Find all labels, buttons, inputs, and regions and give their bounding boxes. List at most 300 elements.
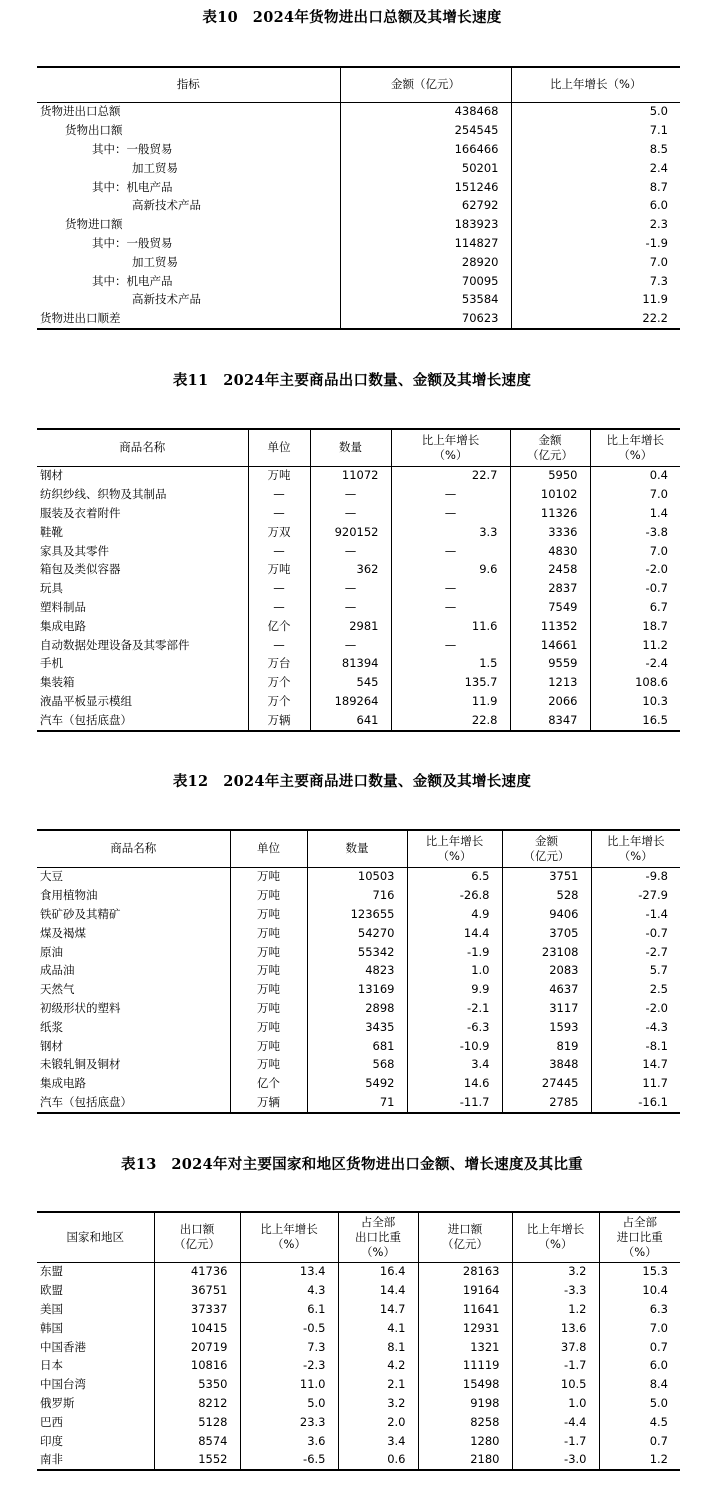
table-cell: 服装及衣着附件 bbox=[40, 505, 121, 520]
table-row bbox=[37, 1356, 680, 1375]
table-cell: 166466 bbox=[340, 140, 511, 159]
table-row bbox=[37, 1375, 680, 1394]
table-cell: 2898 bbox=[307, 999, 407, 1018]
table-cell: 0.7 bbox=[599, 1432, 680, 1451]
table-cell: 其中：一般贸易 bbox=[92, 141, 173, 156]
table-row bbox=[37, 1037, 680, 1056]
table-cell: 4.2 bbox=[338, 1356, 418, 1375]
table-cell: 3336 bbox=[510, 523, 590, 542]
table-cell: 5492 bbox=[307, 1074, 407, 1093]
table-cell: 万吨 bbox=[230, 886, 307, 905]
table-cell: 22.7 bbox=[391, 466, 510, 485]
table-cell: 3.4 bbox=[338, 1432, 418, 1451]
table-cell: 6.5 bbox=[407, 867, 502, 886]
table-cell: 53584 bbox=[340, 290, 511, 309]
table-cell: 2.4 bbox=[511, 159, 680, 178]
table-cell: 俄罗斯 bbox=[40, 1395, 75, 1410]
table-cell: 万辆 bbox=[248, 711, 310, 731]
table-row bbox=[37, 159, 680, 178]
table-row bbox=[37, 579, 680, 598]
table-cell: 9559 bbox=[510, 654, 590, 673]
col-header: 进口额 （亿元） bbox=[418, 1212, 512, 1262]
table-cell: 玩具 bbox=[40, 581, 63, 596]
table-cell: -4.4 bbox=[512, 1413, 599, 1432]
table-cell: 欧盟 bbox=[40, 1283, 63, 1298]
table-cell: -1.4 bbox=[591, 905, 680, 924]
col-header: 商品名称 bbox=[37, 429, 248, 466]
table-cell: 18.7 bbox=[590, 617, 680, 636]
table-cell: -9.8 bbox=[591, 867, 680, 886]
table-cell: 254545 bbox=[340, 121, 511, 140]
table11-body bbox=[37, 466, 680, 731]
table-cell: 16.4 bbox=[338, 1262, 418, 1281]
table-row bbox=[37, 673, 680, 692]
table-cell: 2.3 bbox=[511, 215, 680, 234]
table-row bbox=[37, 196, 680, 215]
table-cell: 55342 bbox=[307, 943, 407, 962]
table-cell: -27.9 bbox=[591, 886, 680, 905]
table-cell: -3.8 bbox=[590, 523, 680, 542]
table-cell: — bbox=[248, 579, 310, 598]
table-row bbox=[37, 542, 680, 561]
table-cell: — bbox=[391, 542, 510, 561]
table-cell: 其中：机电产品 bbox=[92, 179, 173, 194]
table-row bbox=[37, 504, 680, 523]
table-cell: 万吨 bbox=[230, 943, 307, 962]
table-cell: 22.8 bbox=[391, 711, 510, 731]
col-header: 国家和地区 bbox=[37, 1212, 154, 1262]
table-row bbox=[37, 905, 680, 924]
table-cell: 9406 bbox=[502, 905, 591, 924]
table-cell: 原油 bbox=[40, 944, 63, 959]
table-cell: 189264 bbox=[310, 692, 391, 711]
table-cell: — bbox=[248, 485, 310, 504]
col-header: 比上年增长 （%） bbox=[240, 1212, 338, 1262]
col-header: 比上年增长 （%） bbox=[407, 830, 502, 867]
table-cell: 亿个 bbox=[230, 1074, 307, 1093]
table-row bbox=[37, 1413, 680, 1432]
table-cell: 铁矿砂及其精矿 bbox=[40, 906, 121, 921]
table-cell: -2.3 bbox=[240, 1356, 338, 1375]
table12-body bbox=[37, 867, 680, 1113]
table-cell: 41736 bbox=[154, 1262, 240, 1281]
table-row bbox=[37, 1394, 680, 1413]
table-cell: 4.5 bbox=[599, 1413, 680, 1432]
col-header: 比上年增长 （%） bbox=[391, 429, 510, 466]
table-cell: 南非 bbox=[40, 1452, 63, 1467]
table-cell: 14.4 bbox=[338, 1281, 418, 1300]
table-cell: 10102 bbox=[510, 485, 590, 504]
table-cell: 万吨 bbox=[230, 905, 307, 924]
table-cell: 716 bbox=[307, 886, 407, 905]
table-row bbox=[37, 560, 680, 579]
table-cell: 11.0 bbox=[240, 1375, 338, 1394]
table-cell: — bbox=[248, 542, 310, 561]
table-cell: -1.7 bbox=[512, 1432, 599, 1451]
table-cell: 4637 bbox=[502, 980, 591, 999]
table-row bbox=[37, 1018, 680, 1037]
table-cell: 1321 bbox=[418, 1338, 512, 1357]
table-cell: 汽车（包括底盘） bbox=[40, 1094, 132, 1109]
table-cell: 11.7 bbox=[591, 1074, 680, 1093]
table-cell: 22.2 bbox=[511, 309, 680, 329]
table-row bbox=[37, 1300, 680, 1319]
col-header: 比上年增长（%） bbox=[511, 67, 680, 102]
table-cell: 62792 bbox=[340, 196, 511, 215]
table-cell: 自动数据处理设备及其零部件 bbox=[40, 637, 190, 652]
table-cell: -16.1 bbox=[591, 1093, 680, 1113]
table-cell: 920152 bbox=[310, 523, 391, 542]
table-cell: 12931 bbox=[418, 1319, 512, 1338]
table-row bbox=[37, 485, 680, 504]
table-cell: 10.3 bbox=[590, 692, 680, 711]
table-cell: 未锻轧铜及铜材 bbox=[40, 1057, 121, 1072]
table-cell: 2785 bbox=[502, 1093, 591, 1113]
table-cell: 11.9 bbox=[391, 692, 510, 711]
table-cell: 0.4 bbox=[590, 466, 680, 485]
table-row bbox=[37, 215, 680, 234]
table-cell: 1552 bbox=[154, 1450, 240, 1470]
table-row bbox=[37, 523, 680, 542]
table-cell: -0.5 bbox=[240, 1319, 338, 1338]
table-cell: 13169 bbox=[307, 980, 407, 999]
table-cell: 5128 bbox=[154, 1413, 240, 1432]
table-cell: — bbox=[248, 504, 310, 523]
table-cell: 8574 bbox=[154, 1432, 240, 1451]
table-cell: 美国 bbox=[40, 1301, 63, 1316]
table-cell: 3435 bbox=[307, 1018, 407, 1037]
table12-title: 表12 2024年主要商品进口数量、金额及其增长速度 bbox=[172, 773, 532, 790]
col-header: 单位 bbox=[230, 830, 307, 867]
table-cell: 5.0 bbox=[511, 102, 680, 121]
table-cell: -11.7 bbox=[407, 1093, 502, 1113]
col-header: 比上年增长 （%） bbox=[512, 1212, 599, 1262]
table-cell: -2.4 bbox=[590, 654, 680, 673]
table-row bbox=[37, 290, 680, 309]
table-cell: 5.7 bbox=[591, 961, 680, 980]
table-cell: 3.6 bbox=[240, 1432, 338, 1451]
col-header: 金额（亿元） bbox=[340, 67, 511, 102]
table-cell: 高新技术产品 bbox=[132, 292, 201, 307]
col-header: 金额 （亿元） bbox=[502, 830, 591, 867]
table-cell: 681 bbox=[307, 1037, 407, 1056]
table-cell: 81394 bbox=[310, 654, 391, 673]
table-row bbox=[37, 1450, 680, 1470]
table-row bbox=[37, 961, 680, 980]
table-cell: 钢材 bbox=[40, 1038, 63, 1053]
table-cell: 70095 bbox=[340, 272, 511, 291]
col-header: 比上年增长 （%） bbox=[590, 429, 680, 466]
table-row bbox=[37, 1319, 680, 1338]
table-cell: 36751 bbox=[154, 1281, 240, 1300]
col-header: 数量 bbox=[310, 429, 391, 466]
table-cell: 集装箱 bbox=[40, 675, 75, 690]
table-cell: 万吨 bbox=[248, 560, 310, 579]
table-cell: 8.5 bbox=[511, 140, 680, 159]
table-cell: -26.8 bbox=[407, 886, 502, 905]
table-cell: 货物进出口总额 bbox=[40, 104, 121, 119]
table-cell: 135.7 bbox=[391, 673, 510, 692]
table-cell: 鞋靴 bbox=[40, 524, 63, 539]
table-cell: 纺织纱线、织物及其制品 bbox=[40, 487, 167, 502]
table-cell: 10816 bbox=[154, 1356, 240, 1375]
table-cell: 3.4 bbox=[407, 1055, 502, 1074]
table-cell: 其中：一般贸易 bbox=[92, 235, 173, 250]
table-cell: 15.3 bbox=[599, 1262, 680, 1281]
table-cell: 6.7 bbox=[590, 598, 680, 617]
table13 bbox=[37, 1211, 680, 1471]
table-cell: 123655 bbox=[307, 905, 407, 924]
table-cell: 37337 bbox=[154, 1300, 240, 1319]
table-cell: 6.1 bbox=[240, 1300, 338, 1319]
table-cell: 183923 bbox=[340, 215, 511, 234]
table-cell: 50201 bbox=[340, 159, 511, 178]
table-cell: 中国香港 bbox=[40, 1339, 86, 1354]
table-row bbox=[37, 867, 680, 886]
table-cell: 27445 bbox=[502, 1074, 591, 1093]
table-cell: 10.5 bbox=[512, 1375, 599, 1394]
table-cell: 11.9 bbox=[511, 290, 680, 309]
table-row bbox=[37, 1093, 680, 1113]
table-cell: 1.4 bbox=[590, 504, 680, 523]
table-cell: 14.7 bbox=[338, 1300, 418, 1319]
table-row bbox=[37, 1262, 680, 1281]
table-cell: 151246 bbox=[340, 178, 511, 197]
table-row bbox=[37, 711, 680, 731]
table-cell: 万吨 bbox=[230, 961, 307, 980]
table-cell: — bbox=[310, 636, 391, 655]
table-cell: 23108 bbox=[502, 943, 591, 962]
table-cell: — bbox=[391, 485, 510, 504]
table-cell: 2.0 bbox=[338, 1413, 418, 1432]
col-header: 单位 bbox=[248, 429, 310, 466]
table-cell: 其中：机电产品 bbox=[92, 273, 173, 288]
table-cell: 3751 bbox=[502, 867, 591, 886]
table-cell: 3848 bbox=[502, 1055, 591, 1074]
table-cell: 集成电路 bbox=[40, 618, 86, 633]
col-header: 比上年增长 （%） bbox=[591, 830, 680, 867]
table-cell: 巴西 bbox=[40, 1414, 63, 1429]
table-cell: 1593 bbox=[502, 1018, 591, 1037]
table-cell: 14.7 bbox=[591, 1055, 680, 1074]
table-cell: — bbox=[248, 636, 310, 655]
table-row bbox=[37, 1055, 680, 1074]
table-cell: 2.5 bbox=[591, 980, 680, 999]
table-cell: 16.5 bbox=[590, 711, 680, 731]
table-cell: -2.0 bbox=[590, 560, 680, 579]
table-cell: 13.4 bbox=[240, 1262, 338, 1281]
table-cell: -6.5 bbox=[240, 1450, 338, 1470]
table-cell: 1.5 bbox=[391, 654, 510, 673]
table-cell: 万吨 bbox=[248, 466, 310, 485]
table-cell: 7.3 bbox=[511, 272, 680, 291]
table-cell: 8.4 bbox=[599, 1375, 680, 1394]
table-cell: 108.6 bbox=[590, 673, 680, 692]
table-cell: 7.0 bbox=[599, 1319, 680, 1338]
table-row bbox=[37, 1432, 680, 1451]
table-row bbox=[37, 1074, 680, 1093]
table-cell: 万辆 bbox=[230, 1093, 307, 1113]
table-cell: 23.3 bbox=[240, 1413, 338, 1432]
table-cell: 加工贸易 bbox=[132, 160, 178, 175]
table-cell: 19164 bbox=[418, 1281, 512, 1300]
table-cell: 70623 bbox=[340, 309, 511, 329]
table-cell: 8258 bbox=[418, 1413, 512, 1432]
table-cell: 货物进口额 bbox=[65, 217, 123, 232]
table-cell: — bbox=[310, 579, 391, 598]
col-header: 占全部 进口比重 （%） bbox=[599, 1212, 680, 1262]
table-cell: 5.0 bbox=[599, 1394, 680, 1413]
table-cell: 54270 bbox=[307, 924, 407, 943]
table-cell: 13.6 bbox=[512, 1319, 599, 1338]
table-row bbox=[37, 692, 680, 711]
table-cell: 3705 bbox=[502, 924, 591, 943]
table-cell: 箱包及类似容器 bbox=[40, 562, 121, 577]
table-cell: 高新技术产品 bbox=[132, 198, 201, 213]
table-cell: — bbox=[391, 579, 510, 598]
table-cell: 4823 bbox=[307, 961, 407, 980]
table-cell: 大豆 bbox=[40, 869, 63, 884]
col-header: 指标 bbox=[37, 67, 340, 102]
table-cell: 万吨 bbox=[230, 1018, 307, 1037]
table-cell: 6.0 bbox=[511, 196, 680, 215]
table-row bbox=[37, 309, 680, 329]
table-cell: 1.0 bbox=[407, 961, 502, 980]
table-cell: 中国台湾 bbox=[40, 1377, 86, 1392]
table-cell: 万台 bbox=[248, 654, 310, 673]
table-cell: — bbox=[310, 598, 391, 617]
table-cell: 14661 bbox=[510, 636, 590, 655]
table-cell: 手机 bbox=[40, 656, 63, 671]
table-cell: 钢材 bbox=[40, 468, 63, 483]
col-header: 占全部 出口比重 （%） bbox=[338, 1212, 418, 1262]
table11 bbox=[37, 428, 680, 732]
table-cell: — bbox=[391, 504, 510, 523]
table-cell: 日本 bbox=[40, 1358, 63, 1373]
table-cell: 3.2 bbox=[338, 1394, 418, 1413]
table-cell: 5.0 bbox=[240, 1394, 338, 1413]
table-row bbox=[37, 598, 680, 617]
table-cell: — bbox=[391, 636, 510, 655]
table-cell: -6.3 bbox=[407, 1018, 502, 1037]
table-cell: 8.1 bbox=[338, 1338, 418, 1357]
table-cell: 食用植物油 bbox=[40, 888, 98, 903]
col-header: 金额 （亿元） bbox=[510, 429, 590, 466]
table-cell: -4.3 bbox=[591, 1018, 680, 1037]
table-cell: -2.1 bbox=[407, 999, 502, 1018]
table-cell: 3.2 bbox=[512, 1262, 599, 1281]
table-cell: 10415 bbox=[154, 1319, 240, 1338]
table-cell: 集成电路 bbox=[40, 1076, 86, 1091]
table-cell: 9.6 bbox=[391, 560, 510, 579]
table-cell: 煤及褐煤 bbox=[40, 925, 86, 940]
table-cell: 万吨 bbox=[230, 1055, 307, 1074]
table-cell: 6.3 bbox=[599, 1300, 680, 1319]
col-header: 出口额 （亿元） bbox=[154, 1212, 240, 1262]
table-cell: 11.6 bbox=[391, 617, 510, 636]
table-cell: 2083 bbox=[502, 961, 591, 980]
table-cell: 14.6 bbox=[407, 1074, 502, 1093]
table-cell: 568 bbox=[307, 1055, 407, 1074]
col-header: 数量 bbox=[307, 830, 407, 867]
table-cell: 11.2 bbox=[590, 636, 680, 655]
table-cell: -2.7 bbox=[591, 943, 680, 962]
table-cell: 万吨 bbox=[230, 867, 307, 886]
table-cell: 家具及其零件 bbox=[40, 543, 109, 558]
table-row bbox=[37, 636, 680, 655]
table12 bbox=[37, 829, 680, 1114]
table-cell: 汽车（包括底盘） bbox=[40, 712, 132, 727]
table-cell: 2066 bbox=[510, 692, 590, 711]
table-cell: 货物进出口顺差 bbox=[40, 311, 121, 326]
table-cell: 15498 bbox=[418, 1375, 512, 1394]
table-row bbox=[37, 617, 680, 636]
table-row bbox=[37, 999, 680, 1018]
table-cell: 9198 bbox=[418, 1394, 512, 1413]
table-cell: 0.6 bbox=[338, 1450, 418, 1470]
table-cell: 天然气 bbox=[40, 982, 75, 997]
table-cell: 4.1 bbox=[338, 1319, 418, 1338]
table-cell: 2458 bbox=[510, 560, 590, 579]
table-row bbox=[37, 943, 680, 962]
table-cell: 438468 bbox=[340, 102, 511, 121]
table10 bbox=[37, 66, 680, 330]
table-cell: 2837 bbox=[510, 579, 590, 598]
table-cell: 10503 bbox=[307, 867, 407, 886]
table13-title: 表13 2024年对主要国家和地区货物进出口金额、增长速度及其比重 bbox=[121, 1156, 583, 1173]
table-cell: 成品油 bbox=[40, 963, 75, 978]
table-cell: 819 bbox=[502, 1037, 591, 1056]
table-cell: 14.4 bbox=[407, 924, 502, 943]
table-cell: 7.0 bbox=[590, 485, 680, 504]
table-cell: 1.2 bbox=[599, 1450, 680, 1470]
table-row bbox=[37, 924, 680, 943]
table-cell: 3117 bbox=[502, 999, 591, 1018]
table-cell: 10.4 bbox=[599, 1281, 680, 1300]
table-cell: 万吨 bbox=[230, 924, 307, 943]
table-row bbox=[37, 253, 680, 272]
table-cell: 11641 bbox=[418, 1300, 512, 1319]
table-cell: -8.1 bbox=[591, 1037, 680, 1056]
table-cell: -1.9 bbox=[511, 234, 680, 253]
table-cell: 7.3 bbox=[240, 1338, 338, 1357]
table-cell: 9.9 bbox=[407, 980, 502, 999]
table-cell: 20719 bbox=[154, 1338, 240, 1357]
table13-body bbox=[37, 1262, 680, 1470]
table-cell: 1.2 bbox=[512, 1300, 599, 1319]
table-cell: 11072 bbox=[310, 466, 391, 485]
table-cell: 37.8 bbox=[512, 1338, 599, 1357]
table-cell: — bbox=[310, 542, 391, 561]
table-cell: 28163 bbox=[418, 1262, 512, 1281]
table-cell: 万吨 bbox=[230, 980, 307, 999]
table-cell: 6.0 bbox=[599, 1356, 680, 1375]
table-cell: 4830 bbox=[510, 542, 590, 561]
table-cell: -1.7 bbox=[512, 1356, 599, 1375]
table-cell: 7.0 bbox=[511, 253, 680, 272]
table-row bbox=[37, 466, 680, 485]
table-row bbox=[37, 886, 680, 905]
table-cell: 8347 bbox=[510, 711, 590, 731]
table-cell: 万个 bbox=[248, 692, 310, 711]
table-cell: 货物出口额 bbox=[65, 123, 123, 138]
table-cell: 11326 bbox=[510, 504, 590, 523]
table-row bbox=[37, 121, 680, 140]
table-row bbox=[37, 654, 680, 673]
table-cell: 7549 bbox=[510, 598, 590, 617]
table-cell: -10.9 bbox=[407, 1037, 502, 1056]
table10-title: 表10 2024年货物进出口总额及其增长速度 bbox=[202, 9, 502, 26]
